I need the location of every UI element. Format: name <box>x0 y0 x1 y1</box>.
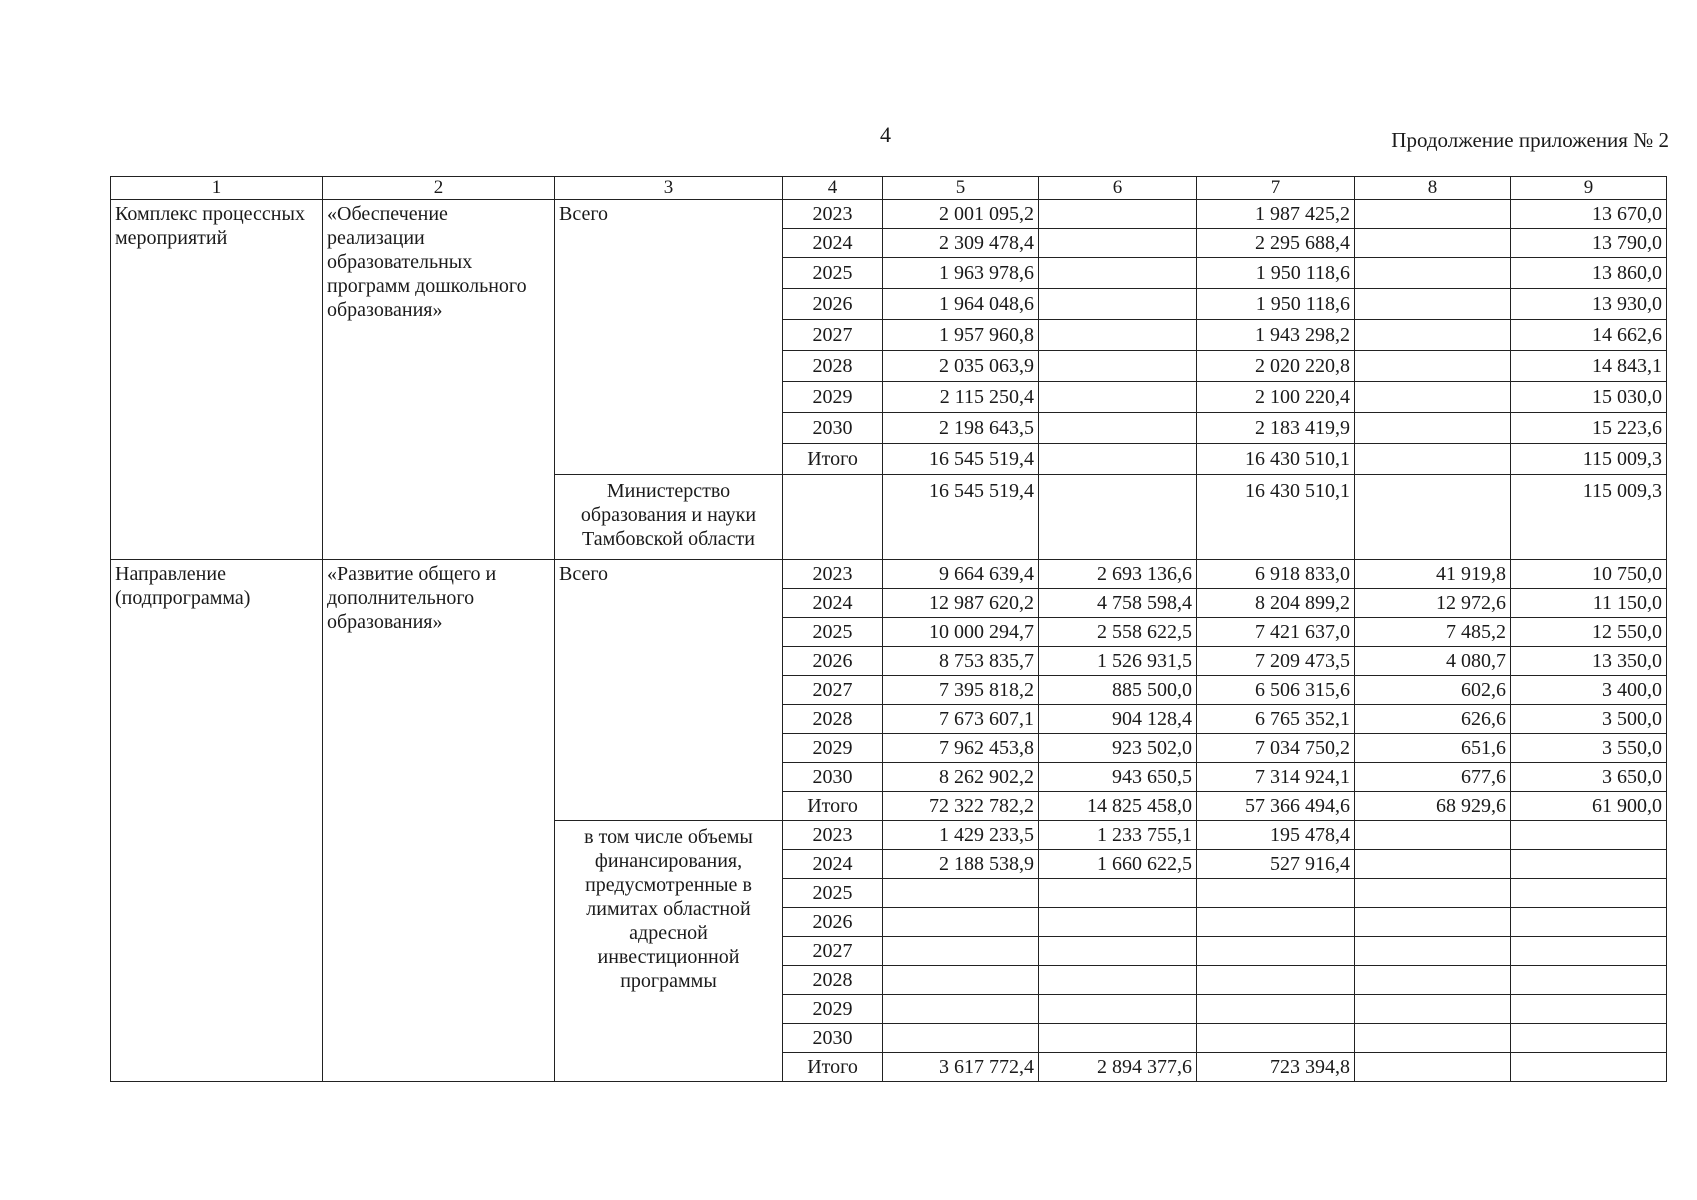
value-cell: 7 314 924,1 <box>1197 763 1355 792</box>
value-cell <box>1355 229 1511 258</box>
value-cell <box>1511 1053 1667 1082</box>
value-cell: 115 009,3 <box>1511 444 1667 475</box>
value-cell <box>1039 229 1197 258</box>
value-cell <box>1039 382 1197 413</box>
year-cell: 2026 <box>783 908 883 937</box>
year-cell: 2028 <box>783 966 883 995</box>
year-cell: 2027 <box>783 937 883 966</box>
value-cell <box>1197 1024 1355 1053</box>
year-cell: 2025 <box>783 879 883 908</box>
value-cell: 1 233 755,1 <box>1039 821 1197 850</box>
column-number-3: 3 <box>555 177 783 200</box>
value-cell: 602,6 <box>1355 676 1511 705</box>
value-cell <box>1511 966 1667 995</box>
value-cell <box>1197 966 1355 995</box>
value-cell: 2 183 419,9 <box>1197 413 1355 444</box>
value-cell <box>1511 1024 1667 1053</box>
value-cell: 14 825 458,0 <box>1039 792 1197 821</box>
appendix-continuation-note: Продолжение приложения № 2 <box>1391 128 1669 152</box>
value-cell: 14 662,6 <box>1511 320 1667 351</box>
value-cell <box>1511 879 1667 908</box>
investment-label: в том числе объемы финансирования, предусмотренные в лимитах областной адресной инвестиционной программы <box>555 821 783 1082</box>
value-cell: 61 900,0 <box>1511 792 1667 821</box>
value-cell: 2 100 220,4 <box>1197 382 1355 413</box>
value-cell: 651,6 <box>1355 734 1511 763</box>
year-cell: 2029 <box>783 995 883 1024</box>
value-cell <box>1039 937 1197 966</box>
year-cell: Итого <box>783 792 883 821</box>
value-cell: 16 545 519,4 <box>883 444 1039 475</box>
block2-total-label: Всего <box>555 560 783 821</box>
value-cell: 6 765 352,1 <box>1197 705 1355 734</box>
value-cell: 1 987 425,2 <box>1197 200 1355 229</box>
value-cell <box>1039 289 1197 320</box>
value-cell <box>1355 966 1511 995</box>
value-cell <box>1039 1024 1197 1053</box>
value-cell: 1 429 233,5 <box>883 821 1039 850</box>
value-cell: 1 950 118,6 <box>1197 289 1355 320</box>
value-cell: 1 943 298,2 <box>1197 320 1355 351</box>
value-cell <box>1355 382 1511 413</box>
column-number-9: 9 <box>1511 177 1667 200</box>
value-cell <box>1355 821 1511 850</box>
value-cell <box>1355 475 1511 560</box>
value-cell: 13 860,0 <box>1511 258 1667 289</box>
column-number-5: 5 <box>883 177 1039 200</box>
year-cell: 2029 <box>783 382 883 413</box>
value-cell <box>883 937 1039 966</box>
value-cell: 2 001 095,2 <box>883 200 1039 229</box>
column-number-6: 6 <box>1039 177 1197 200</box>
value-cell: 1 957 960,8 <box>883 320 1039 351</box>
value-cell: 72 322 782,2 <box>883 792 1039 821</box>
column-number-1: 1 <box>111 177 323 200</box>
year-cell: Итого <box>783 444 883 475</box>
value-cell: 13 670,0 <box>1511 200 1667 229</box>
column-number-8: 8 <box>1355 177 1511 200</box>
value-cell <box>1355 850 1511 879</box>
year-cell: 2024 <box>783 850 883 879</box>
value-cell <box>1197 995 1355 1024</box>
value-cell <box>1039 200 1197 229</box>
value-cell: 1 526 931,5 <box>1039 647 1197 676</box>
value-cell <box>1511 995 1667 1024</box>
value-cell: 6 918 833,0 <box>1197 560 1355 589</box>
value-cell: 7 034 750,2 <box>1197 734 1355 763</box>
value-cell: 16 430 510,1 <box>1197 444 1355 475</box>
value-cell: 1 963 978,6 <box>883 258 1039 289</box>
value-cell: 11 150,0 <box>1511 589 1667 618</box>
value-cell: 2 188 538,9 <box>883 850 1039 879</box>
year-cell: 2027 <box>783 676 883 705</box>
value-cell: 12 987 620,2 <box>883 589 1039 618</box>
value-cell: 2 020 220,8 <box>1197 351 1355 382</box>
value-cell: 2 693 136,6 <box>1039 560 1197 589</box>
year-cell: 2030 <box>783 763 883 792</box>
value-cell: 2 198 643,5 <box>883 413 1039 444</box>
value-cell <box>883 1024 1039 1053</box>
column-number-2: 2 <box>323 177 555 200</box>
value-cell <box>1039 879 1197 908</box>
value-cell <box>883 966 1039 995</box>
value-cell: 4 080,7 <box>1355 647 1511 676</box>
year-cell: 2027 <box>783 320 883 351</box>
block1-type-cell: Комплекс процессных мероприятий <box>111 200 323 560</box>
value-cell: 7 673 607,1 <box>883 705 1039 734</box>
value-cell <box>1511 850 1667 879</box>
year-cell: 2026 <box>783 289 883 320</box>
value-cell <box>1197 908 1355 937</box>
value-cell: 9 664 639,4 <box>883 560 1039 589</box>
value-cell <box>1355 995 1511 1024</box>
value-cell <box>1511 937 1667 966</box>
value-cell <box>1039 413 1197 444</box>
value-cell: 3 550,0 <box>1511 734 1667 763</box>
block2-title-cell: «Развитие общего и дополнительного образования» <box>323 560 555 1082</box>
value-cell <box>1039 351 1197 382</box>
value-cell: 7 421 637,0 <box>1197 618 1355 647</box>
year-cell: 2023 <box>783 560 883 589</box>
year-cell: 2025 <box>783 618 883 647</box>
value-cell <box>1355 413 1511 444</box>
column-number-4: 4 <box>783 177 883 200</box>
value-cell <box>1511 821 1667 850</box>
value-cell <box>1039 908 1197 937</box>
value-cell <box>1039 444 1197 475</box>
value-cell: 3 617 772,4 <box>883 1053 1039 1082</box>
financing-table-wrapper <box>110 176 1666 1082</box>
value-cell <box>1355 320 1511 351</box>
year-cell: 2028 <box>783 351 883 382</box>
value-cell: 10 000 294,7 <box>883 618 1039 647</box>
value-cell: 626,6 <box>1355 705 1511 734</box>
ministry-label: Министерство образования и науки Тамбовской области <box>555 475 783 560</box>
year-cell: Итого <box>783 1053 883 1082</box>
value-cell: 3 650,0 <box>1511 763 1667 792</box>
value-cell: 885 500,0 <box>1039 676 1197 705</box>
value-cell <box>1039 475 1197 560</box>
year-cell: 2030 <box>783 413 883 444</box>
value-cell: 8 262 902,2 <box>883 763 1039 792</box>
value-cell <box>883 908 1039 937</box>
value-cell: 16 430 510,1 <box>1197 475 1355 560</box>
year-cell: 2030 <box>783 1024 883 1053</box>
value-cell <box>1355 908 1511 937</box>
year-cell: 2025 <box>783 258 883 289</box>
value-cell: 8 753 835,7 <box>883 647 1039 676</box>
value-cell: 527 916,4 <box>1197 850 1355 879</box>
value-cell: 1 950 118,6 <box>1197 258 1355 289</box>
financing-table <box>110 176 1667 1082</box>
value-cell: 7 395 818,2 <box>883 676 1039 705</box>
value-cell: 943 650,5 <box>1039 763 1197 792</box>
year-cell: 2028 <box>783 705 883 734</box>
value-cell: 923 502,0 <box>1039 734 1197 763</box>
value-cell: 195 478,4 <box>1197 821 1355 850</box>
value-cell <box>1197 937 1355 966</box>
value-cell: 1 660 622,5 <box>1039 850 1197 879</box>
value-cell: 7 485,2 <box>1355 618 1511 647</box>
value-cell: 12 550,0 <box>1511 618 1667 647</box>
value-cell <box>1355 351 1511 382</box>
value-cell: 2 035 063,9 <box>883 351 1039 382</box>
column-number-row <box>111 177 1667 200</box>
value-cell: 2 115 250,4 <box>883 382 1039 413</box>
value-cell <box>1355 289 1511 320</box>
value-cell <box>1039 258 1197 289</box>
year-cell: 2023 <box>783 821 883 850</box>
value-cell: 2 558 622,5 <box>1039 618 1197 647</box>
value-cell: 1 964 048,6 <box>883 289 1039 320</box>
value-cell <box>1039 966 1197 995</box>
value-cell: 4 758 598,4 <box>1039 589 1197 618</box>
block1-total-label: Всего <box>555 200 783 475</box>
value-cell: 2 295 688,4 <box>1197 229 1355 258</box>
value-cell <box>1355 258 1511 289</box>
value-cell: 7 962 453,8 <box>883 734 1039 763</box>
value-cell <box>1355 444 1511 475</box>
value-cell: 16 545 519,4 <box>883 475 1039 560</box>
value-cell: 2 894 377,6 <box>1039 1053 1197 1082</box>
value-cell: 15 030,0 <box>1511 382 1667 413</box>
value-cell <box>783 475 883 560</box>
value-cell <box>1039 995 1197 1024</box>
value-cell: 15 223,6 <box>1511 413 1667 444</box>
value-cell <box>1039 320 1197 351</box>
value-cell: 12 972,6 <box>1355 589 1511 618</box>
block2-type-cell: Направление (подпрограмма) <box>111 560 323 1082</box>
value-cell <box>883 995 1039 1024</box>
value-cell: 41 919,8 <box>1355 560 1511 589</box>
value-cell: 2 309 478,4 <box>883 229 1039 258</box>
page-number: 4 <box>880 122 891 147</box>
value-cell <box>1355 1024 1511 1053</box>
value-cell: 3 500,0 <box>1511 705 1667 734</box>
value-cell: 68 929,6 <box>1355 792 1511 821</box>
value-cell <box>1355 937 1511 966</box>
value-cell <box>1197 879 1355 908</box>
value-cell: 3 400,0 <box>1511 676 1667 705</box>
value-cell: 13 930,0 <box>1511 289 1667 320</box>
value-cell: 7 209 473,5 <box>1197 647 1355 676</box>
column-number-7: 7 <box>1197 177 1355 200</box>
year-cell: 2023 <box>783 200 883 229</box>
value-cell: 14 843,1 <box>1511 351 1667 382</box>
year-cell: 2024 <box>783 589 883 618</box>
value-cell: 115 009,3 <box>1511 475 1667 560</box>
value-cell <box>1355 879 1511 908</box>
value-cell: 904 128,4 <box>1039 705 1197 734</box>
value-cell <box>1355 1053 1511 1082</box>
value-cell <box>1511 908 1667 937</box>
year-cell: 2026 <box>783 647 883 676</box>
value-cell: 57 366 494,6 <box>1197 792 1355 821</box>
table-row <box>111 560 1667 589</box>
value-cell: 6 506 315,6 <box>1197 676 1355 705</box>
table-row <box>111 200 1667 229</box>
value-cell: 677,6 <box>1355 763 1511 792</box>
value-cell <box>1355 200 1511 229</box>
value-cell: 8 204 899,2 <box>1197 589 1355 618</box>
value-cell: 723 394,8 <box>1197 1053 1355 1082</box>
value-cell <box>883 879 1039 908</box>
value-cell: 13 350,0 <box>1511 647 1667 676</box>
value-cell: 10 750,0 <box>1511 560 1667 589</box>
block1-title-cell: «Обеспечение реализации образовательных программ дошкольного образования» <box>323 200 555 560</box>
year-cell: 2024 <box>783 229 883 258</box>
value-cell: 13 790,0 <box>1511 229 1667 258</box>
year-cell: 2029 <box>783 734 883 763</box>
